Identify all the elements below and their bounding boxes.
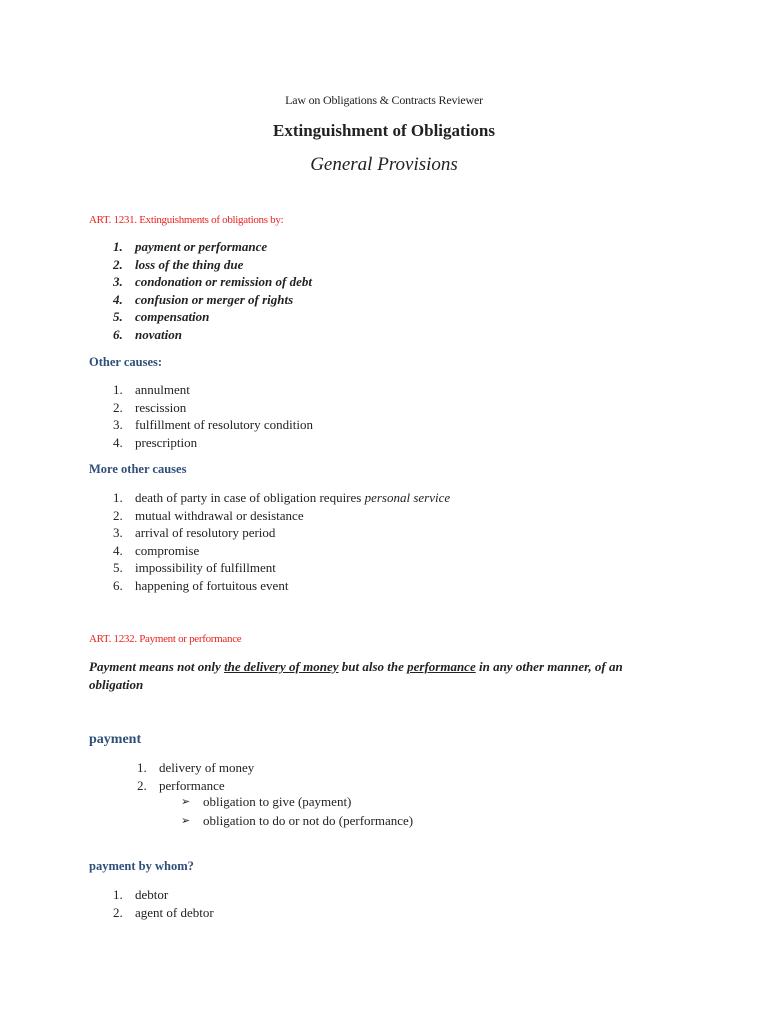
payment-heading: payment: [89, 732, 142, 747]
document-title: Extinguishment of Obligations: [273, 121, 495, 140]
payment-definition-paragraph: Payment means not only the delivery of money but also the performance in any other manner, of an obligation: [89, 659, 623, 692]
payment-by-whom-heading: payment by whom?: [89, 859, 194, 873]
art-1232-heading: ART. 1232. Payment or performance: [89, 633, 242, 645]
document-page: Law on Obligations & Contracts Reviewer Extinguishment of Obligations General Provisions ART. 1231. Extinguishments of obligations by: 1. payment or performance 2. loss of the thing due 3. condonation or remission of debt 4. confusion or merger of rights 5. compensation 6. novation Other causes: 1. annulment 2. rescission 3. fulfillment of resolutory condition 4. prescription More other causes 1. death of party in case of obligation requires personal service 2. mutual withdrawal or desistance 3. arrival of resolutory period 4. compromise 5. impossibility of fulfillment 6. happening of fortuitous event ART. 1232. Payment or performance Payment means not only the delivery of money but also the performance in any other manner, of an obligation payment 1. delivery of money 2. performance ➢ obligation to give (payment) ➢ obligation to do or not do (performance) payment by whom? 1. debtor 2. agent of debtor: [0, 0, 768, 1024]
document-subtitle: General Provisions: [310, 154, 458, 175]
more-other-causes-heading: More other causes: [89, 462, 187, 476]
personal-service-text: personal service: [364, 490, 451, 505]
arrow-bullet-icon: ➢: [181, 815, 191, 827]
other-causes-heading: Other causes:: [89, 355, 163, 369]
art-1231-heading: ART. 1231. Extinguishments of obligations by:: [89, 214, 284, 226]
arrow-bullet-icon: ➢: [181, 796, 191, 808]
document-header: Law on Obligations & Contracts Reviewer: [285, 93, 483, 107]
